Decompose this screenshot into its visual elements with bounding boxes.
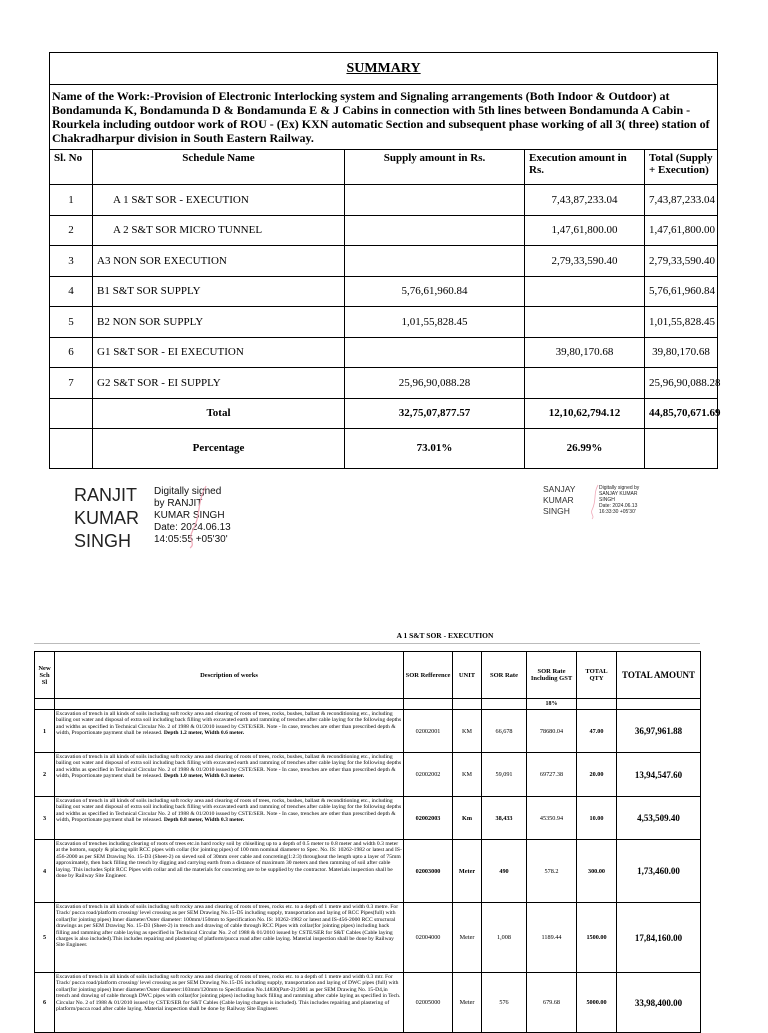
row-sl: 7 (50, 368, 93, 399)
table-row: 3 Excavation of trench in all kinds of soils including soft rocky area and clearing of roots of trees, rocks, bushes, ballast & reconditioning etc., including bailing out water and disposal of extra soil including back filling with excavated earth and ramming of trenches after cable laying for the following depths and widths as specified in Technical Circular No. 2 of 1988 & 01/2010 issued by CSTE/SER. Note - In case, trenches are other than prescribed depth & width, Proportionate payment shall be released. Depth 0.8 meter, Width 0.3 meter. 02002003 Km 38,433 45350.94 10.00 4,53,509.40 (35, 797, 701, 840)
row-supply (345, 337, 525, 368)
divider (34, 643, 700, 644)
digital-signature-sanjay (543, 484, 639, 517)
a1-detail-table (34, 651, 701, 1033)
table-row: 2 Excavation of trench in all kinds of soils including soft rocky area and clearing of roots of trees, rocks, bushes, ballast & reconditioning etc., including bailing out water and disposal of extra soil including back filling with excavated earth and ramming of trenches after cable laying for the following depths and widths as specified in Technical Circular No. 2 of 1988 & 01/2010 issued by CSTE/SER. Note - In case, trenches are other than prescribed depth & width, Proportionate payment shall be released. Depth 1.0 meter, Width 0.3 meter. 02002002 KM 59,091 69727.38 20.00 13,94,547.60 (35, 753, 701, 797)
row-schedule: A 2 S&T SOR MICRO TUNNEL (93, 215, 345, 246)
row-execution: 7,43,87,233.04 (525, 185, 645, 216)
row-execution (525, 307, 645, 338)
table-row (50, 185, 718, 216)
row-total: 2,79,33,590.40 (645, 246, 718, 277)
row-sl: 3 (50, 246, 93, 277)
row-schedule: A3 NON SOR EXECUTION (93, 246, 345, 277)
row-schedule: B2 NON SOR SUPPLY (93, 307, 345, 338)
row-sl: 6 (50, 337, 93, 368)
row-sl: 4 (50, 276, 93, 307)
row-description: Excavation of trench in all kinds of soils including soft rocky area and clearing of roots of trees, rocks etc. to a depth of 1 metre and width 0.3 mtr. For Track/ pucca road/platform crossing/ level crossing as per SEM Drawing No.15-D5 including supply, transportation and laying of DWC pipes (full) with collar(for jointing pipes) Inner diameter/Outer diameter:103mm/120mm to Specification No.14830(Part-2):2001 as per SEM Drawing No. 15-D4,in trench and drawing of cable through DWC pipes with collar(for jointing pipes) including back filling and ramming after cable laying as specified in Tech. Circular No. 2 of 1988 & 01/2010 issued by CSTE/SER for S&T Cables (Cable laying charges is included). This includes repairing and plastering of platform/pucca road after cable laying. Material inspection shall be done by Railway Site Engineer. (55, 973, 404, 1033)
header-schedule: Schedule Name (93, 150, 345, 185)
header-supply: Supply amount in Rs. (345, 150, 525, 185)
section-title: A 1 S&T SOR - EXECUTION (396, 631, 494, 640)
row-supply (345, 185, 525, 216)
percentage-label: Percentage (93, 428, 345, 468)
table-row (50, 368, 718, 399)
row-total: 5,76,61,960.84 (645, 276, 718, 307)
percentage-supply: 73.01% (345, 428, 525, 468)
summary-table (49, 52, 721, 469)
table-row: 5 Excavation of trench in all kinds of soils including soft rocky area and clearing of roots of trees, rocks etc. to a depth of 1 metre and width 0.3 metre. For Track/ pucca road/platform crossing/ level crossing as per SEM Drawing No.15-D5 including supply, transportation and laying of RCC Pipes(full) with collar(for jointing pipes) Inner diameter/Outer diameter: 100mm/150mm to Specification No. IS: 10262-1982 or latest and IS-456-2000 RCC structural drawings as per SEM Drawing No. 15-D3 (Sheet-2) in trench and drawing of cable through RCC Pipes with collar(for jointing pipes) including back filling and ramming after cable laying as specified in Technical Circular No. 2 of 1988 & 01/2010 issued by CSTE/SER for S&T Cables (Cable laying charges is also included).This includes repairing and plastering of platform/pucca road after cable laying. Material inspection shall be done by Railway Site Engineer. 02004000 Meter 1,008 1189.44 1500.00 17,84,160.00 (35, 903, 701, 973)
row-schedule: G1 S&T SOR - EI EXECUTION (93, 337, 345, 368)
row-description: Excavation of trenches including clearing of roots of trees etc.in hard rocky soil by chiselling up to a depth of 0.5 meter to 0.8 meter and width 0.3 meter at the bottom, supply & placing split RCC pipes with collar (for jointing pipes) of 100 mm nominal diameter to Spec. No. IS: 10262-1982 or latest and IS-456-2000 as per SEM Drawing No. 15-D3 (Sheet-2) on sieved soil of 30mm over cable and concreting(1:2:3) throughout the length upto a layer of 75mm approximately, then back filling the trench by digging and carrying earth from a distance of maximum 30 meters and then ramming of soil after cable laying. This includes Split RCC Pipes with collar and all the materials for concreting are to be supplied by the contractor. Materials inspection shall be done by Railway Site Engineer. (55, 840, 404, 903)
row-schedule: G2 S&T SOR - EI SUPPLY (93, 368, 345, 399)
signer-name: SANJAY KUMAR SINGH (543, 484, 576, 516)
header-sor-gst: SOR Rate Including GST (527, 652, 577, 699)
row-execution (525, 368, 645, 399)
row-supply: 5,76,61,960.84 (345, 276, 525, 307)
total-grand: 44,85,70,671.69 (645, 398, 718, 428)
digital-signature-ranjit (74, 484, 231, 553)
row-sl: 2 (50, 215, 93, 246)
signature-info: Digitally signed by SANJAY KUMAR SINGH Date: 2024.06.13 16:33:30 +05'30' (599, 485, 640, 515)
header-execution: Execution amount in Rs. (525, 150, 645, 185)
header-description: Description of works (55, 652, 404, 699)
total-label: Total (93, 398, 345, 428)
row-description: Excavation of trench in all kinds of soils including soft rocky area and clearing of roots of trees, rocks, bushes, ballast & reconditioning etc., including bailing out water and disposal of extra soil including back filling with excavated earth and ramming of trenches after cable laying for the following depths and widths as specified in Technical Circular No. 2 of 1988 & 01/2010 issued by CSTE/SER. Note - In case, trenches are other than prescribed depth & width, Proportionate payment shall be released. Depth 0.8 meter, Width 0.3 meter. (55, 797, 404, 840)
row-total: 39,80,170.68 (645, 337, 718, 368)
total-execution: 12,10,62,794.12 (525, 398, 645, 428)
table-row (50, 337, 718, 368)
summary-title: SUMMARY (50, 53, 718, 85)
header-unit: UNIT (453, 652, 482, 699)
table-row (50, 215, 718, 246)
row-supply: 1,01,55,828.45 (345, 307, 525, 338)
row-total: 1,47,61,800.00 (645, 215, 718, 246)
total-row (50, 398, 718, 428)
row-description: Excavation of trench in all kinds of soils including soft rocky area and clearing of roots of trees, rocks, bushes, ballast & reconditioning etc., including bailing out water and disposal of extra soil including back filling with excavated earth and ramming of trenches after cable laying for the following depths and widths as specified in Technical Circular No. 2 of 1988 & 01/2010 issued by CSTE/SER. Note - In case, trenches are other than prescribed depth & width, Proportionate payment shall be released. Depth 1.2 meter, Width 0.6 meter. (55, 710, 404, 753)
signature-info: Digitally signed by RANJIT KUMAR SINGH Date: 2024.06.13 14:05:55 +05'30' (154, 486, 231, 545)
table-row (50, 276, 718, 307)
signature-scribble-icon (589, 484, 601, 520)
table-row (50, 246, 718, 277)
header-amount: TOTAL AMOUNT (617, 652, 701, 699)
row-total: 7,43,87,233.04 (645, 185, 718, 216)
row-execution: 1,47,61,800.00 (525, 215, 645, 246)
header-sor-rate: SOR Rate (482, 652, 527, 699)
summary-header-row (50, 150, 718, 185)
row-execution: 2,79,33,590.40 (525, 246, 645, 277)
row-schedule: A 1 S&T SOR - EXECUTION (93, 185, 345, 216)
row-sl: 5 (50, 307, 93, 338)
row-total: 1,01,55,828.45 (645, 307, 718, 338)
row-description: Excavation of trench in all kinds of soils including soft rocky area and clearing of roots of trees, rocks, bushes, ballast & reconditioning etc., including bailing out water and disposal of extra soil including back filling with excavated earth and ramming of trenches after cable laying for the following depths and widths as specified in Technical Circular No. 2 of 1988 & 01/2010 issued by CSTE/SER. Note - In case, trenches are other than prescribed depth & width, Proportionate payment shall be released. Depth 1.0 meter, Width 0.3 meter. (55, 753, 404, 797)
header-qty: TOTAL QTY (577, 652, 617, 699)
table-row (50, 307, 718, 338)
signature-scribble-icon (184, 484, 214, 550)
detail-header-row (35, 652, 701, 699)
header-total: Total (Supply + Execution) (645, 150, 718, 185)
table-row: 6 Excavation of trench in all kinds of soils including soft rocky area and clearing of roots of trees, rocks etc. to a depth of 1 metre and width 0.3 mtr. For Track/ pucca road/platform crossing/ level crossing as per SEM Drawing No.15-D5 including supply, transportation and laying of DWC pipes (full) with collar(for jointing pipes) Inner diameter/Outer diameter:103mm/120mm to Specification No.14830(Part-2):2001 as per SEM Drawing No. 15-D4,in trench and drawing of cable through DWC pipes with collar(for jointing pipes) including back filling and ramming after cable laying as specified in Tech. Circular No. 2 of 1988 & 01/2010 issued by CSTE/SER for S&T Cables (Cable laying charges is included). This includes repairing and plastering of platform/pucca road after cable laying. Material inspection shall be done by Railway Site Engineer. 02005000 Meter 576 679.68 5000.00 33,98,400.00 (35, 973, 701, 1033)
table-row: 4 Excavation of trenches including clearing of roots of trees etc.in hard rocky soil by chiselling up to a depth of 0.5 meter to 0.8 meter and width 0.3 meter at the bottom, supply & placing split RCC pipes with collar (for jointing pipes) of 100 mm nominal diameter to Spec. No. IS: 10262-1982 or latest and IS-456-2000 as per SEM Drawing No. 15-D3 (Sheet-2) on sieved soil of 30mm over cable and concreting(1:2:3) throughout the length upto a layer of 75mm approximately, then back filling the trench by digging and carrying earth from a distance of maximum 30 meters and then ramming of soil after cable laying. This includes Split RCC Pipes with collar and all the materials for concreting are to be supplied by the contractor. Materials inspection shall be done by Railway Site Engineer. 02003000 Meter 490 578.2 300.00 1,73,460.00 (35, 840, 701, 903)
header-sor-ref: SOR Refference (404, 652, 453, 699)
gst-rate: 18% (527, 699, 577, 710)
row-execution: 39,80,170.68 (525, 337, 645, 368)
row-execution (525, 276, 645, 307)
table-row: 1 Excavation of trench in all kinds of soils including soft rocky area and clearing of roots of trees, rocks, bushes, ballast & reconditioning etc., including bailing out water and disposal of extra soil including back filling with excavated earth and ramming of trenches after cable laying for the following depths and widths as specified in Technical Circular No. 2 of 1988 & 01/2010 issued by CSTE/SER. Note - In case, trenches are other than prescribed depth & width, Proportionate payment shall be released. Depth 1.2 meter, Width 0.6 meter. 02002001 KM 66,678 78680.04 47.00 36,97,961.88 (35, 710, 701, 753)
percentage-execution: 26.99% (525, 428, 645, 468)
row-supply (345, 215, 525, 246)
percentage-row (50, 428, 718, 468)
header-new-sch-sl: New Sch Sl (35, 652, 55, 699)
row-supply: 25,96,90,088.28 (345, 368, 525, 399)
row-description: Excavation of trench in all kinds of soils including soft rocky area and clearing of roots of trees, rocks etc. to a depth of 1 metre and width 0.3 metre. For Track/ pucca road/platform crossing/ level crossing as per SEM Drawing No.15-D5 including supply, transportation and laying of RCC Pipes(full) with collar(for jointing pipes) Inner diameter/Outer diameter: 100mm/150mm to Specification No. IS: 10262-1982 or latest and IS-456-2000 RCC structural drawings as per SEM Drawing No. 15-D3 (Sheet-2) in trench and drawing of cable through RCC Pipes with collar(for jointing pipes) including back filling and ramming after cable laying as specified in Technical Circular No. 2 of 1988 & 01/2010 issued by CSTE/SER for S&T Cables (Cable laying charges is also included).This includes repairing and plastering of platform/pucca road after cable laying. Material inspection shall be done by Railway Site Engineer. (55, 903, 404, 973)
row-total: 25,96,90,088.28 (645, 368, 718, 399)
work-name: Name of the Work:-Provision of Electronic Interlocking system and Signaling arrangements (Both Indoor & Outdoor) at Bondamunda K, Bondamunda D & Bondamunda E & J Cabins in connection with 5th lines between Bondamunda A Cabin - Rourkela including outdoor work of ROU - (Ex) KXN automatic Section and subsequent phase working of all 3( three) station of Chakradharpur division in South Eastern Railway. (50, 85, 718, 150)
gst-row (35, 699, 701, 710)
header-sl: Sl. No (50, 150, 93, 185)
row-schedule: B1 S&T SOR SUPPLY (93, 276, 345, 307)
row-sl: 1 (50, 185, 93, 216)
signer-name: RANJIT KUMAR SINGH (74, 485, 140, 551)
total-supply: 32,75,07,877.57 (345, 398, 525, 428)
row-supply (345, 246, 525, 277)
